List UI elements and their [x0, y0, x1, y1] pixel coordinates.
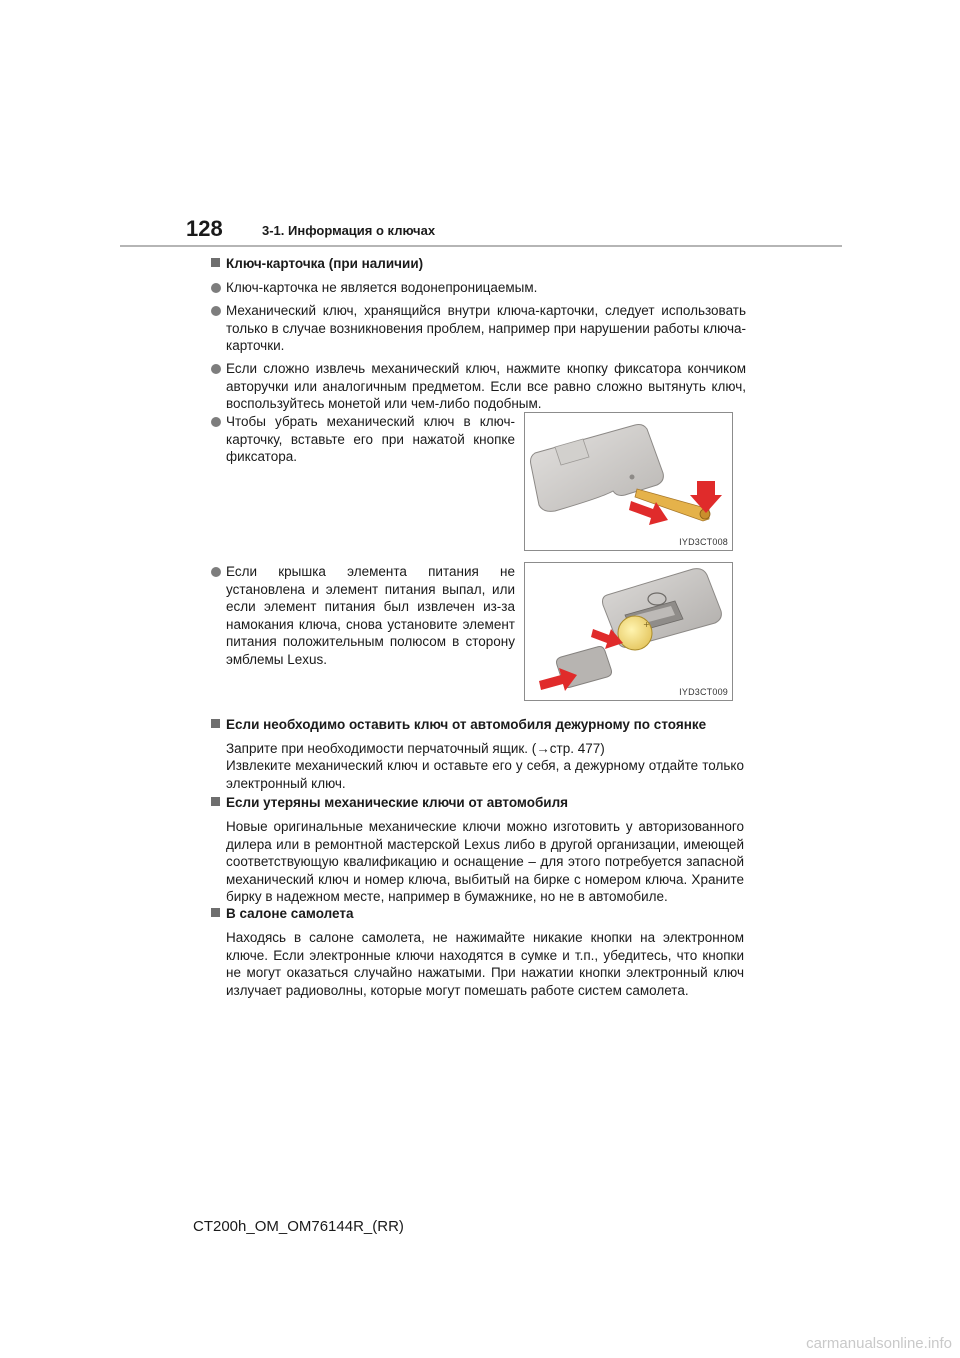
bullet-text: Механический ключ, хранящийся внутри ключа-карточки, следует использовать только в случае возникновения проблем, например при нарушении работы ключа-карточки. [226, 303, 746, 353]
bullet-item [211, 563, 515, 668]
figure-code: IYD3CT008 [679, 537, 728, 547]
heading-valet-text: Если необходимо оставить ключ от автомобиля дежурному по стоянке [226, 717, 707, 732]
figure-code: IYD3CT009 [679, 687, 728, 697]
circle-bullet-icon [211, 283, 221, 293]
heading-airplane-text: В салоне самолета [226, 906, 354, 921]
circle-bullet-icon [211, 306, 221, 316]
header-rule [120, 245, 842, 247]
square-bullet-icon [211, 797, 220, 806]
square-bullet-icon [211, 258, 220, 267]
figure-battery [524, 562, 733, 701]
card-key-insert-illustration-icon [525, 413, 732, 550]
heading-lost-keys-text: Если утеряны механические ключи от автомобиля [226, 795, 569, 810]
bullet-text: Чтобы убрать механический ключ в ключ-карточку, вставьте его при нажатой кнопке фиксатора. [226, 414, 515, 464]
card-key-battery-illustration-icon [525, 563, 732, 700]
page-number: 128 [186, 216, 223, 241]
document-code: CT200h_OM_OM76144R_(RR) [193, 1218, 404, 1235]
heading-airplane [211, 906, 354, 921]
square-bullet-icon [211, 908, 220, 917]
airplane-text: Находясь в салоне самолета, не нажимайте никакие кнопки на электронном ключе. Если электронные ключи находятся в сумке и т.п., убедитесь, что кнопки не могут оказаться случайно нажатыми. При нажатии кнопки электронный ключ излучает радиоволны, которые могут помешать работе систем самолета. [226, 930, 744, 998]
valet-text-1: Заприте при необходимости перчаточный ящик. (→стр. 477) [226, 741, 605, 756]
heading-card-key [211, 256, 423, 271]
bullet-item [211, 302, 746, 355]
square-bullet-icon [211, 719, 220, 728]
page-header [0, 0, 960, 250]
svg-text:+: + [643, 620, 650, 629]
circle-bullet-icon [211, 567, 221, 577]
bullet-text: Ключ-карточка не является водонепроницаемым. [226, 280, 538, 295]
heading-valet [211, 717, 706, 732]
lost-keys-text: Новые оригинальные механические ключи можно изготовить у авторизованного дилера или в ремонтной мастерской Lexus либо в другой организации, имеющей соответствующую квалификацию и оснащение – для этого потребуется запасной механический ключ и номер ключа, выбитый на бирке с номером ключа. Храните бирку в надежном месте, например в бумажнике, но не в автомобиле. [226, 819, 744, 904]
bullet-item [211, 360, 746, 413]
section-title: 3-1. Информация о ключах [262, 223, 436, 238]
valet-text-2: Извлеките механический ключ и оставьте его у себя, а дежурному отдайте только электронный ключ. [226, 758, 744, 791]
circle-bullet-icon [211, 364, 221, 374]
circle-bullet-icon [211, 417, 221, 427]
watermark: carmanualsonline.info [806, 1335, 952, 1352]
bullet-text: Если сложно извлечь механический ключ, нажмите кнопку фиксатора кончиком авторучки или аналогичным предметом. Если все равно сложно вытянуть ключ, воспользуйтесь монетой или чем-либо подобным. [226, 361, 746, 411]
figure-key-insert [524, 412, 733, 551]
bullet-item [211, 279, 746, 297]
bullet-item [211, 413, 515, 466]
heading-lost-keys [211, 795, 568, 810]
bullet-text: Если крышка элемента питания не установлена и элемент питания выпал, или если элемент питания был извлечен из-за намокания ключа, снова установите элемент питания положительным полюсом в сторону эмблемы Lexus. [226, 564, 515, 667]
heading-card-key-text: Ключ-карточка (при наличии) [226, 256, 424, 271]
